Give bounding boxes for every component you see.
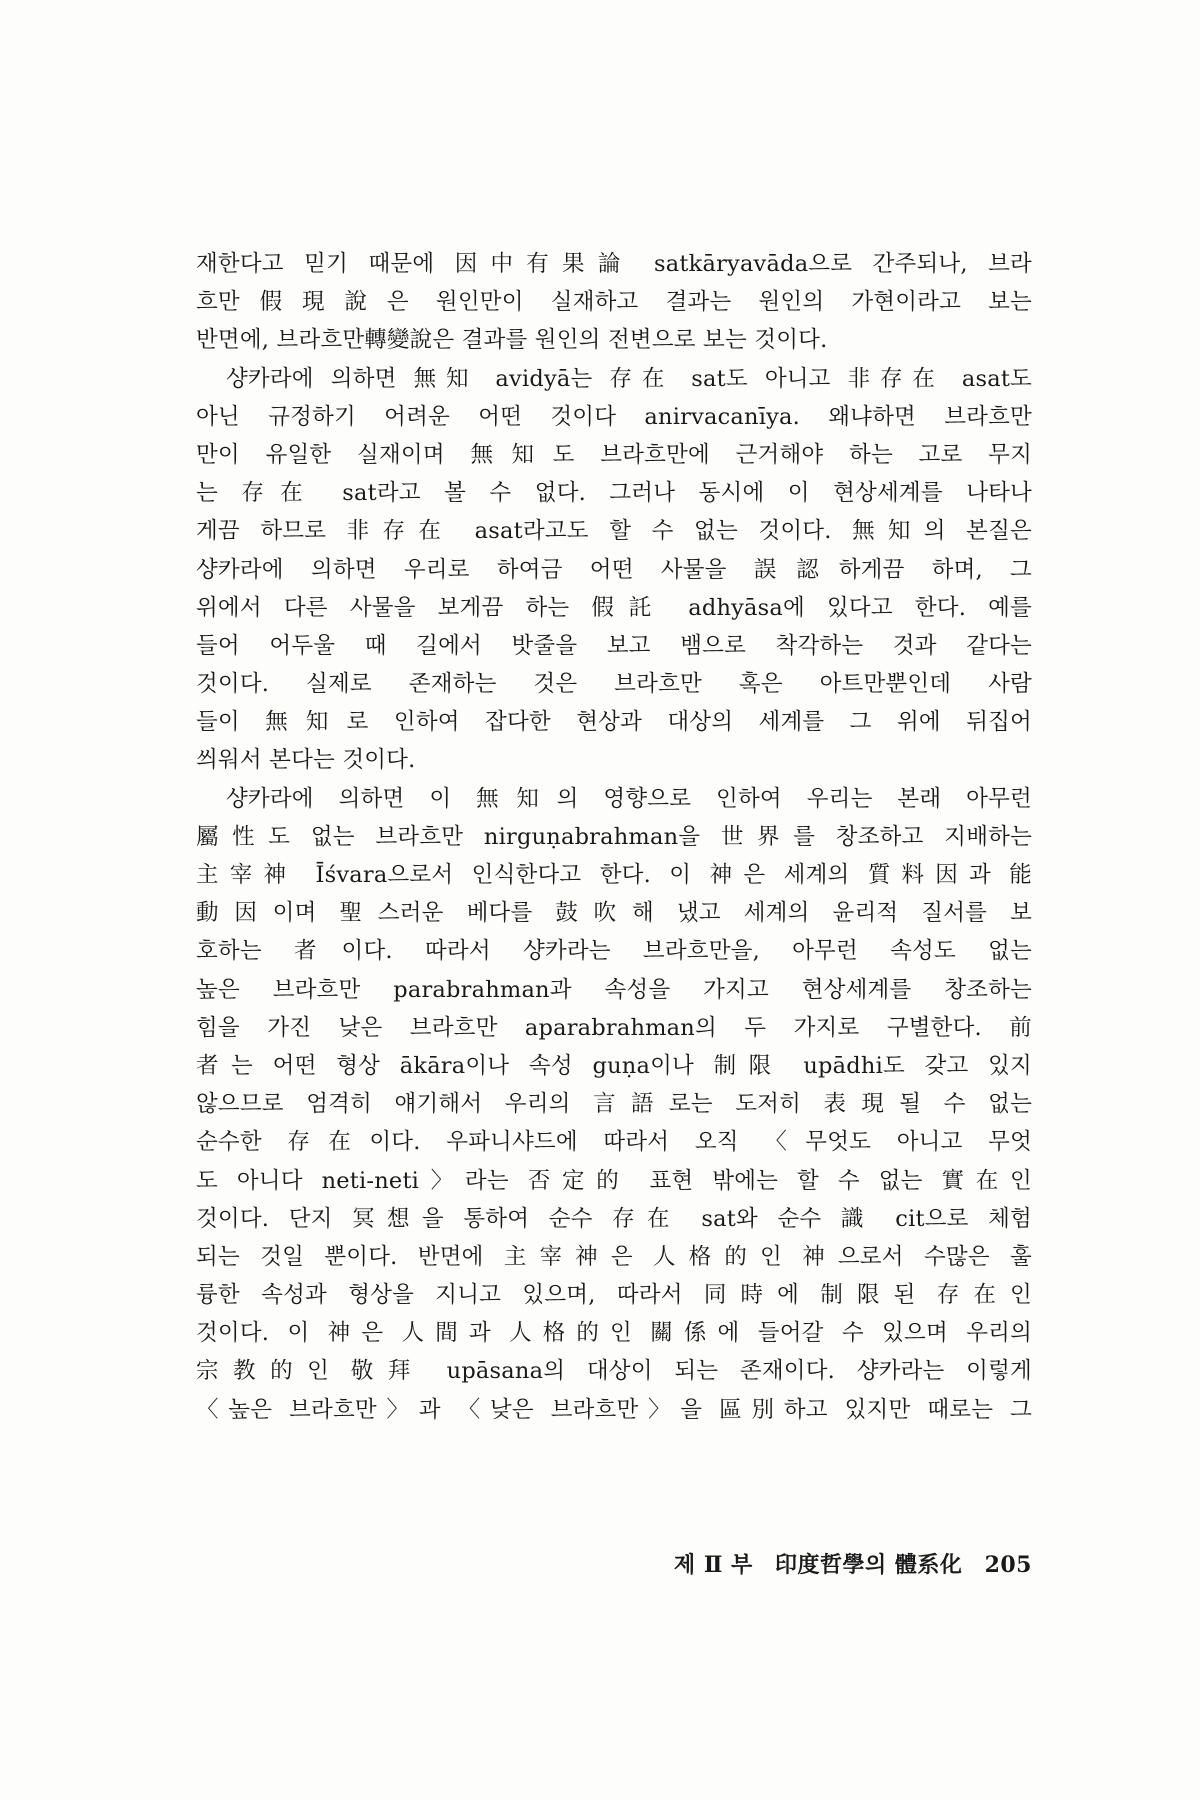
text-line: 들이 無知로 인하여 잡다한 현상과 대상의 세계를 그 위에 뒤집어 <box>196 709 1032 736</box>
text-line: 게끔 하므로 非存在 asat라고도 할 수 없는 것이다. 無知의 본질은 <box>196 518 1032 545</box>
text-line: 씌워서 본다는 것이다. <box>196 747 416 774</box>
text-line: 것이다. 실제로 존재하는 것은 브라흐만 혹은 아트만뿐인데 사람 <box>196 671 1032 698</box>
page-footer <box>674 1548 1032 1579</box>
text-line: 〈높은 브라흐만〉과 〈낮은 브라흐만〉을 區別하고 있지만 때로는 그 <box>196 1396 1032 1423</box>
text-line: 흐만假現說은 원인만이 실재하고 결과는 원인의 가현이라고 보는 <box>196 289 1032 316</box>
text-line: 動因이며 聖스러운 베다를 鼓吹해 냈고 세계의 윤리적 질서를 보 <box>196 900 1032 927</box>
text-line: 샹카라에 의하면 이 無知의 영향으로 인하여 우리는 본래 아무런 <box>226 785 1032 812</box>
text-line: 宗教的인 敬拜 upāsana의 대상이 되는 존재이다. 샹카라는 이렇게 <box>196 1358 1032 1385</box>
text-line: 호하는 者이다. 따라서 샹카라는 브라흐만을, 아무런 속성도 없는 <box>196 938 1032 965</box>
text-line: 되는 것일 뿐이다. 반면에 主宰神은 人格的인 神으로서 수많은 훌 <box>196 1243 1032 1270</box>
text-line: 위에서 다른 사물을 보게끔 하는 假託 adhyāsa에 있다고 한다. 예를 <box>196 594 1032 621</box>
footer-part-label: 제 Ⅱ 부 <box>673 1552 753 1578</box>
text-line: 반면에, 브라흐만轉變說은 결과를 원인의 전변으로 보는 것이다. <box>196 327 828 354</box>
text-line: 들어 어두울 때 길에서 밧줄을 보고 뱀으로 착각하는 것과 같다는 <box>196 632 1032 659</box>
text-line: 순수한 存在이다. 우파니샤드에 따라서 오직 〈무엇도 아니고 무엇 <box>196 1129 1032 1156</box>
text-line: 것이다. 단지 冥想을 통하여 순수 存在 sat와 순수 識 cit으로 체험 <box>196 1205 1032 1232</box>
text-line: 것이다. 이 神은 人間과 人格的인 關係에 들어갈 수 있으며 우리의 <box>196 1320 1032 1347</box>
text-line: 샹카라에 의하면 無知 avidyā는 存在 sat도 아니고 非存在 asat도 <box>226 365 1032 392</box>
text-line: 屬性도 없는 브라흐만 nirguṇabrahman을 世界를 창조하고 지배하는 <box>196 823 1032 850</box>
text-line: 륭한 속성과 형상을 지니고 있으며, 따라서 同時에 制限된 存在인 <box>196 1282 1032 1309</box>
text-line: 만이 유일한 실재이며 無知도 브라흐만에 근거해야 하는 고로 무지 <box>196 441 1032 468</box>
footer-chapter-title: 印度哲學의 體系化 <box>774 1552 963 1578</box>
text-line: 는 存在 sat라고 볼 수 없다. 그러나 동시에 이 현상세계를 나타나 <box>196 480 1032 507</box>
text-line: 샹카라에 의하면 우리로 하여금 어떤 사물을 誤認하게끔 하며, 그 <box>196 556 1032 583</box>
body-text <box>196 245 1032 1429</box>
text-line: 主宰神 Īśvara으로서 인식한다고 한다. 이 神은 세계의 質料因과 能 <box>196 862 1032 888</box>
text-line: 힘을 가진 낮은 브라흐만 aparabrahman의 두 가지로 구별한다. 前 <box>196 1014 1032 1041</box>
text-line: 아닌 규정하기 어려운 어떤 것이다 anirvacanīya. 왜냐하면 브라흐만 <box>196 403 1032 430</box>
text-line: 者는 어떤 형상 ākāra이나 속성 guṇa이나 制限 upādhi도 갖고 있지 <box>196 1052 1032 1079</box>
page-number: 205 <box>984 1552 1032 1578</box>
text-line: 않으므로 엄격히 얘기해서 우리의 言語로는 도저히 表現될 수 없는 <box>196 1091 1032 1118</box>
text-line: 높은 브라흐만 parabrahman과 속성을 가지고 현상세계를 창조하는 <box>196 976 1032 1003</box>
text-line: 재한다고 믿기 때문에 因中有果論 satkāryavāda으로 간주되나, 브라 <box>196 251 1032 277</box>
text-line: 도 아니다 neti-neti〉라는 否定的 표현 밖에는 할 수 없는 實在인 <box>196 1167 1032 1194</box>
